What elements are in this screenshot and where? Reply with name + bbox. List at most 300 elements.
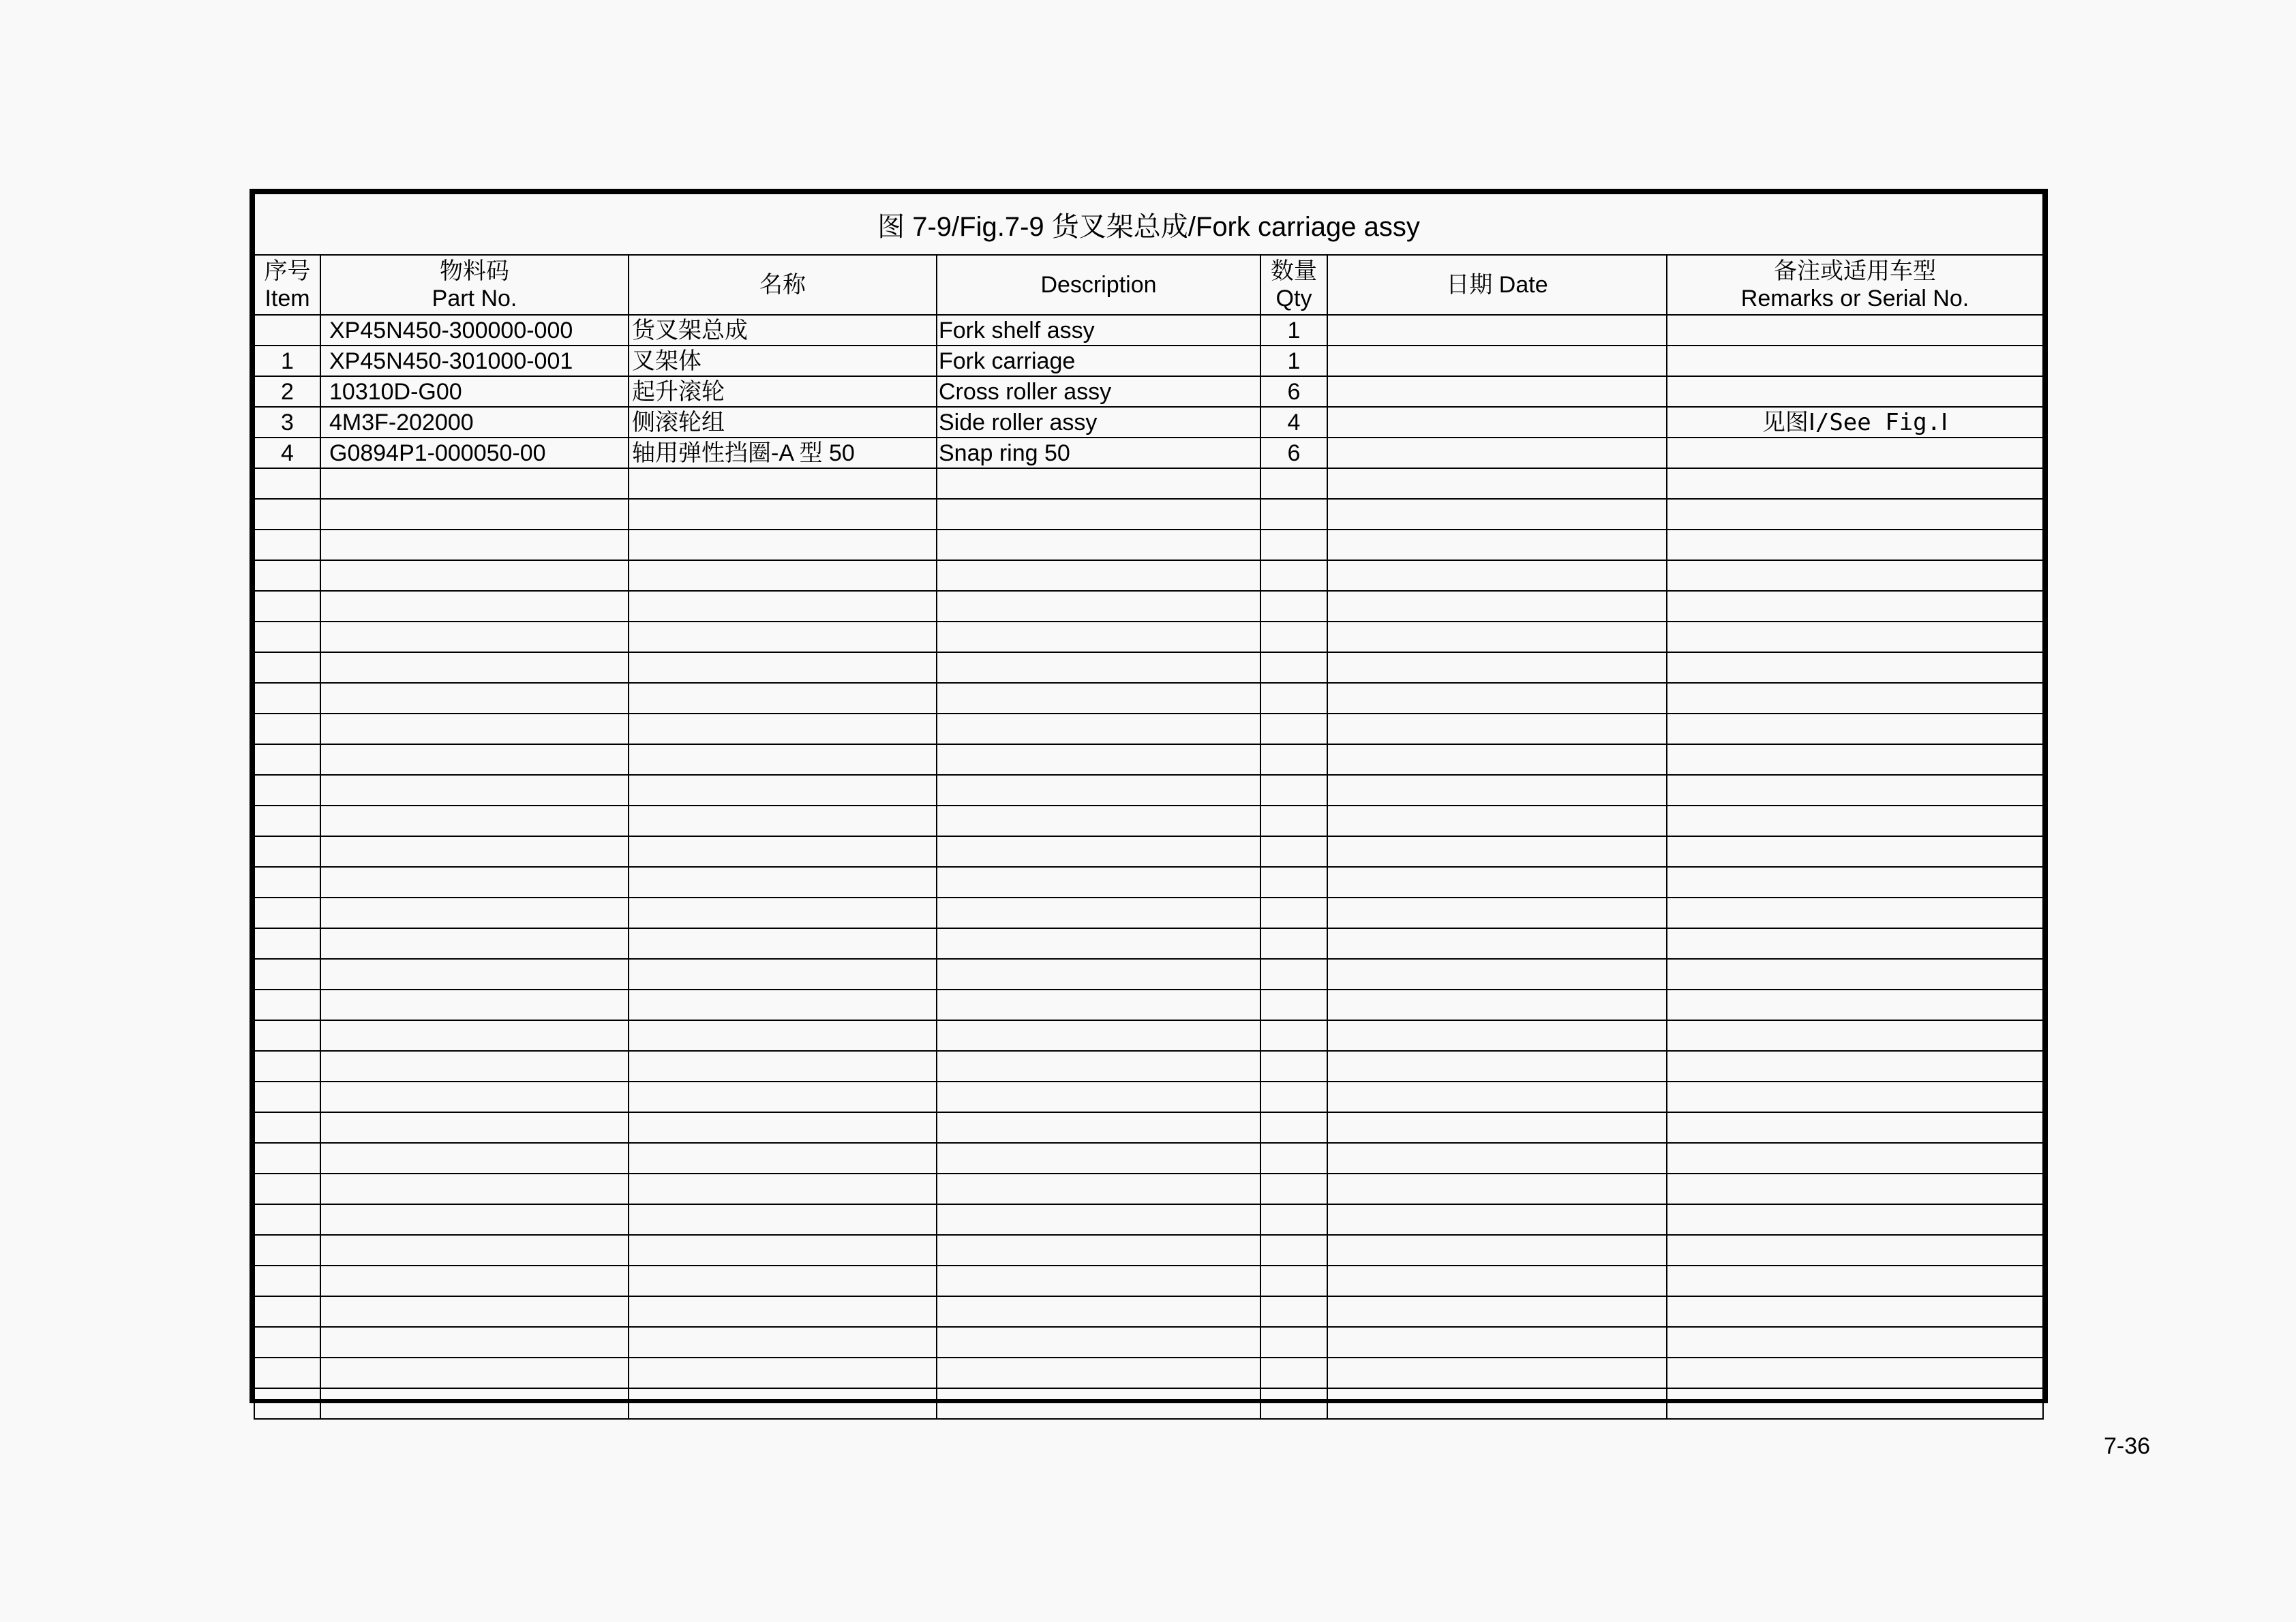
empty-qty-cell bbox=[1260, 1327, 1327, 1358]
remarks-cell bbox=[1667, 376, 2043, 407]
qty-cell: 1 bbox=[1260, 346, 1327, 376]
empty-item-cell bbox=[254, 622, 320, 652]
empty-part-no-cell bbox=[320, 683, 629, 714]
empty-item-cell bbox=[254, 1143, 320, 1174]
empty-name-cell bbox=[629, 560, 937, 591]
empty-remarks-cell bbox=[1667, 1358, 2043, 1388]
empty-date-cell bbox=[1327, 806, 1667, 836]
empty-date-cell bbox=[1327, 1143, 1667, 1174]
empty-qty-cell bbox=[1260, 1296, 1327, 1327]
empty-name-cell bbox=[629, 806, 937, 836]
empty-remarks-cell bbox=[1667, 1388, 2043, 1419]
empty-date-cell bbox=[1327, 867, 1667, 898]
empty-item-cell bbox=[254, 959, 320, 990]
name-cell: 起升滚轮 bbox=[629, 376, 937, 407]
empty-name-cell bbox=[629, 1358, 937, 1388]
empty-date-cell bbox=[1327, 928, 1667, 959]
empty-description-cell bbox=[937, 1204, 1260, 1235]
empty-part-no-cell bbox=[320, 898, 629, 928]
name-cell: 货叉架总成 bbox=[629, 315, 937, 346]
empty-date-cell bbox=[1327, 1082, 1667, 1112]
qty-cell: 4 bbox=[1260, 407, 1327, 438]
empty-item-cell bbox=[254, 1082, 320, 1112]
empty-description-cell bbox=[937, 622, 1260, 652]
empty-name-cell bbox=[629, 1235, 937, 1266]
empty-description-cell bbox=[937, 928, 1260, 959]
empty-table-row bbox=[254, 591, 2043, 622]
empty-qty-cell bbox=[1260, 1388, 1327, 1419]
empty-description-cell bbox=[937, 836, 1260, 867]
empty-item-cell bbox=[254, 775, 320, 806]
empty-table-row bbox=[254, 806, 2043, 836]
empty-part-no-cell bbox=[320, 1388, 629, 1419]
description-cell: Fork carriage bbox=[937, 346, 1260, 376]
empty-part-no-cell bbox=[320, 1204, 629, 1235]
empty-description-cell bbox=[937, 591, 1260, 622]
empty-item-cell bbox=[254, 530, 320, 560]
empty-item-cell bbox=[254, 1112, 320, 1143]
empty-description-cell bbox=[937, 1112, 1260, 1143]
empty-item-cell bbox=[254, 1388, 320, 1419]
empty-qty-cell bbox=[1260, 1204, 1327, 1235]
empty-name-cell bbox=[629, 1082, 937, 1112]
empty-description-cell bbox=[937, 1143, 1260, 1174]
empty-date-cell bbox=[1327, 622, 1667, 652]
empty-name-cell bbox=[629, 898, 937, 928]
empty-part-no-cell bbox=[320, 1051, 629, 1082]
remarks-cell: 见图Ⅰ/See Fig.Ⅰ bbox=[1667, 407, 2043, 438]
header-date-label: 日期 Date bbox=[1446, 272, 1548, 298]
empty-remarks-cell bbox=[1667, 652, 2043, 683]
empty-qty-cell bbox=[1260, 1235, 1327, 1266]
empty-qty-cell bbox=[1260, 990, 1327, 1020]
empty-item-cell bbox=[254, 468, 320, 499]
empty-remarks-cell bbox=[1667, 499, 2043, 530]
empty-date-cell bbox=[1327, 1327, 1667, 1358]
empty-part-no-cell bbox=[320, 591, 629, 622]
header-item bbox=[254, 255, 320, 315]
name-cell: 轴用弹性挡圈-A 型 50 bbox=[629, 438, 937, 468]
header-remarks-cn: 备注或适用车型 bbox=[1774, 258, 1936, 284]
empty-description-cell bbox=[937, 1174, 1260, 1204]
empty-name-cell bbox=[629, 530, 937, 560]
empty-table-row bbox=[254, 652, 2043, 683]
empty-qty-cell bbox=[1260, 622, 1327, 652]
empty-remarks-cell bbox=[1667, 714, 2043, 744]
empty-qty-cell bbox=[1260, 959, 1327, 990]
empty-remarks-cell bbox=[1667, 1051, 2043, 1082]
empty-description-cell bbox=[937, 990, 1260, 1020]
empty-remarks-cell bbox=[1667, 959, 2043, 990]
remarks-cell bbox=[1667, 315, 2043, 346]
empty-remarks-cell bbox=[1667, 744, 2043, 775]
empty-qty-cell bbox=[1260, 775, 1327, 806]
empty-description-cell bbox=[937, 499, 1260, 530]
empty-qty-cell bbox=[1260, 1266, 1327, 1296]
empty-date-cell bbox=[1327, 1020, 1667, 1051]
empty-date-cell bbox=[1327, 775, 1667, 806]
empty-part-no-cell bbox=[320, 1235, 629, 1266]
empty-qty-cell bbox=[1260, 1112, 1327, 1143]
empty-qty-cell bbox=[1260, 1174, 1327, 1204]
empty-date-cell bbox=[1327, 1358, 1667, 1388]
empty-part-no-cell bbox=[320, 806, 629, 836]
empty-name-cell bbox=[629, 1174, 937, 1204]
header-qty bbox=[1260, 255, 1327, 315]
empty-date-cell bbox=[1327, 1204, 1667, 1235]
figure-title: 图 7-9/Fig.7-9 货叉架总成/Fork carriage assy bbox=[254, 194, 2043, 255]
table-row bbox=[254, 438, 2043, 468]
empty-date-cell bbox=[1327, 959, 1667, 990]
part-no-cell: 10310D-G00 bbox=[320, 376, 629, 407]
item-cell: 1 bbox=[254, 346, 320, 376]
empty-name-cell bbox=[629, 836, 937, 867]
empty-part-no-cell bbox=[320, 468, 629, 499]
empty-table-row bbox=[254, 775, 2043, 806]
empty-remarks-cell bbox=[1667, 1143, 2043, 1174]
empty-part-no-cell bbox=[320, 1296, 629, 1327]
empty-name-cell bbox=[629, 683, 937, 714]
header-row bbox=[254, 255, 2043, 315]
description-cell: Fork shelf assy bbox=[937, 315, 1260, 346]
table-row bbox=[254, 376, 2043, 407]
header-part-en: Part No. bbox=[432, 286, 517, 311]
empty-table-row bbox=[254, 1082, 2043, 1112]
empty-description-cell bbox=[937, 714, 1260, 744]
empty-part-no-cell bbox=[320, 530, 629, 560]
empty-qty-cell bbox=[1260, 744, 1327, 775]
empty-remarks-cell bbox=[1667, 591, 2043, 622]
empty-table-row bbox=[254, 898, 2043, 928]
name-cell: 叉架体 bbox=[629, 346, 937, 376]
empty-remarks-cell bbox=[1667, 1174, 2043, 1204]
empty-date-cell bbox=[1327, 1174, 1667, 1204]
empty-description-cell bbox=[937, 1358, 1260, 1388]
empty-name-cell bbox=[629, 1112, 937, 1143]
empty-item-cell bbox=[254, 1174, 320, 1204]
empty-table-row bbox=[254, 622, 2043, 652]
empty-name-cell bbox=[629, 591, 937, 622]
empty-item-cell bbox=[254, 1204, 320, 1235]
figure-title-row bbox=[254, 194, 2043, 255]
header-qty-en: Qty bbox=[1275, 286, 1312, 311]
item-cell bbox=[254, 315, 320, 346]
empty-item-cell bbox=[254, 990, 320, 1020]
empty-description-cell bbox=[937, 806, 1260, 836]
empty-qty-cell bbox=[1260, 1020, 1327, 1051]
date-cell bbox=[1327, 315, 1667, 346]
empty-description-cell bbox=[937, 1235, 1260, 1266]
empty-table-row bbox=[254, 683, 2043, 714]
empty-name-cell bbox=[629, 1388, 937, 1419]
empty-item-cell bbox=[254, 836, 320, 867]
part-no-cell: XP45N450-300000-000 bbox=[320, 315, 629, 346]
empty-item-cell bbox=[254, 652, 320, 683]
empty-item-cell bbox=[254, 806, 320, 836]
empty-name-cell bbox=[629, 622, 937, 652]
empty-item-cell bbox=[254, 1327, 320, 1358]
empty-table-row bbox=[254, 1020, 2043, 1051]
item-cell: 3 bbox=[254, 407, 320, 438]
table-row bbox=[254, 315, 2043, 346]
empty-table-row bbox=[254, 1174, 2043, 1204]
empty-date-cell bbox=[1327, 1388, 1667, 1419]
empty-remarks-cell bbox=[1667, 683, 2043, 714]
empty-part-no-cell bbox=[320, 1020, 629, 1051]
empty-part-no-cell bbox=[320, 622, 629, 652]
empty-part-no-cell bbox=[320, 1082, 629, 1112]
qty-cell: 1 bbox=[1260, 315, 1327, 346]
empty-qty-cell bbox=[1260, 683, 1327, 714]
header-remarks bbox=[1667, 255, 2043, 315]
empty-table-row bbox=[254, 499, 2043, 530]
empty-name-cell bbox=[629, 1327, 937, 1358]
empty-remarks-cell bbox=[1667, 560, 2043, 591]
part-no-cell: 4M3F-202000 bbox=[320, 407, 629, 438]
empty-remarks-cell bbox=[1667, 622, 2043, 652]
empty-qty-cell bbox=[1260, 591, 1327, 622]
empty-item-cell bbox=[254, 560, 320, 591]
date-cell bbox=[1327, 376, 1667, 407]
empty-table-row bbox=[254, 714, 2043, 744]
empty-date-cell bbox=[1327, 1235, 1667, 1266]
qty-cell: 6 bbox=[1260, 438, 1327, 468]
empty-qty-cell bbox=[1260, 714, 1327, 744]
empty-qty-cell bbox=[1260, 1143, 1327, 1174]
date-cell bbox=[1327, 346, 1667, 376]
empty-table-row bbox=[254, 560, 2043, 591]
empty-qty-cell bbox=[1260, 836, 1327, 867]
parts-table bbox=[254, 193, 2044, 1420]
empty-date-cell bbox=[1327, 499, 1667, 530]
header-part-cn: 物料码 bbox=[440, 258, 509, 284]
empty-name-cell bbox=[629, 714, 937, 744]
empty-description-cell bbox=[937, 775, 1260, 806]
empty-part-no-cell bbox=[320, 1174, 629, 1204]
empty-description-cell bbox=[937, 683, 1260, 714]
empty-part-no-cell bbox=[320, 744, 629, 775]
empty-part-no-cell bbox=[320, 928, 629, 959]
empty-remarks-cell bbox=[1667, 806, 2043, 836]
empty-item-cell bbox=[254, 1235, 320, 1266]
empty-part-no-cell bbox=[320, 499, 629, 530]
empty-remarks-cell bbox=[1667, 1204, 2043, 1235]
empty-description-cell bbox=[937, 1296, 1260, 1327]
empty-table-row bbox=[254, 530, 2043, 560]
date-cell bbox=[1327, 407, 1667, 438]
description-cell: Snap ring 50 bbox=[937, 438, 1260, 468]
empty-remarks-cell bbox=[1667, 836, 2043, 867]
empty-date-cell bbox=[1327, 744, 1667, 775]
empty-part-no-cell bbox=[320, 836, 629, 867]
qty-cell: 6 bbox=[1260, 376, 1327, 407]
empty-date-cell bbox=[1327, 714, 1667, 744]
empty-table-row bbox=[254, 1358, 2043, 1388]
empty-table-row bbox=[254, 1112, 2043, 1143]
empty-name-cell bbox=[629, 652, 937, 683]
empty-description-cell bbox=[937, 1020, 1260, 1051]
empty-item-cell bbox=[254, 1020, 320, 1051]
empty-name-cell bbox=[629, 1143, 937, 1174]
empty-name-cell bbox=[629, 1051, 937, 1082]
empty-part-no-cell bbox=[320, 560, 629, 591]
empty-date-cell bbox=[1327, 1051, 1667, 1082]
empty-description-cell bbox=[937, 1051, 1260, 1082]
empty-date-cell bbox=[1327, 560, 1667, 591]
empty-qty-cell bbox=[1260, 806, 1327, 836]
header-remarks-en: Remarks or Serial No. bbox=[1740, 286, 1969, 311]
header-item-cn: 序号 bbox=[264, 258, 311, 284]
part-no-cell: G0894P1-000050-00 bbox=[320, 438, 629, 468]
empty-table-row bbox=[254, 836, 2043, 867]
empty-qty-cell bbox=[1260, 499, 1327, 530]
empty-name-cell bbox=[629, 928, 937, 959]
empty-date-cell bbox=[1327, 468, 1667, 499]
empty-description-cell bbox=[937, 898, 1260, 928]
empty-table-row bbox=[254, 1204, 2043, 1235]
empty-table-row bbox=[254, 468, 2043, 499]
empty-part-no-cell bbox=[320, 959, 629, 990]
empty-remarks-cell bbox=[1667, 1020, 2043, 1051]
empty-remarks-cell bbox=[1667, 530, 2043, 560]
empty-qty-cell bbox=[1260, 652, 1327, 683]
header-description bbox=[937, 255, 1260, 315]
empty-name-cell bbox=[629, 744, 937, 775]
description-cell: Cross roller assy bbox=[937, 376, 1260, 407]
empty-item-cell bbox=[254, 683, 320, 714]
item-cell: 4 bbox=[254, 438, 320, 468]
part-no-cell: XP45N450-301000-001 bbox=[320, 346, 629, 376]
empty-remarks-cell bbox=[1667, 1082, 2043, 1112]
header-name bbox=[629, 255, 937, 315]
empty-part-no-cell bbox=[320, 990, 629, 1020]
empty-remarks-cell bbox=[1667, 867, 2043, 898]
empty-part-no-cell bbox=[320, 867, 629, 898]
empty-name-cell bbox=[629, 1296, 937, 1327]
empty-part-no-cell bbox=[320, 1327, 629, 1358]
empty-table-row bbox=[254, 867, 2043, 898]
header-date bbox=[1327, 255, 1667, 315]
empty-item-cell bbox=[254, 499, 320, 530]
empty-date-cell bbox=[1327, 1296, 1667, 1327]
empty-table-row bbox=[254, 990, 2043, 1020]
empty-item-cell bbox=[254, 1051, 320, 1082]
empty-date-cell bbox=[1327, 1112, 1667, 1143]
empty-qty-cell bbox=[1260, 1358, 1327, 1388]
empty-date-cell bbox=[1327, 836, 1667, 867]
empty-date-cell bbox=[1327, 990, 1667, 1020]
empty-description-cell bbox=[937, 530, 1260, 560]
empty-description-cell bbox=[937, 959, 1260, 990]
header-item-en: Item bbox=[265, 286, 310, 311]
empty-part-no-cell bbox=[320, 1112, 629, 1143]
empty-description-cell bbox=[937, 1082, 1260, 1112]
empty-description-cell bbox=[937, 867, 1260, 898]
empty-item-cell bbox=[254, 1358, 320, 1388]
empty-name-cell bbox=[629, 1204, 937, 1235]
empty-remarks-cell bbox=[1667, 928, 2043, 959]
empty-part-no-cell bbox=[320, 1266, 629, 1296]
empty-name-cell bbox=[629, 990, 937, 1020]
empty-date-cell bbox=[1327, 591, 1667, 622]
empty-item-cell bbox=[254, 928, 320, 959]
empty-part-no-cell bbox=[320, 1358, 629, 1388]
empty-part-no-cell bbox=[320, 1143, 629, 1174]
empty-description-cell bbox=[937, 1327, 1260, 1358]
empty-date-cell bbox=[1327, 652, 1667, 683]
empty-remarks-cell bbox=[1667, 898, 2043, 928]
empty-item-cell bbox=[254, 1296, 320, 1327]
header-part-no bbox=[320, 255, 629, 315]
header-qty-cn: 数量 bbox=[1271, 258, 1317, 284]
empty-date-cell bbox=[1327, 683, 1667, 714]
empty-qty-cell bbox=[1260, 560, 1327, 591]
empty-description-cell bbox=[937, 560, 1260, 591]
empty-table-row bbox=[254, 959, 2043, 990]
empty-item-cell bbox=[254, 1266, 320, 1296]
remarks-cell bbox=[1667, 438, 2043, 468]
empty-remarks-cell bbox=[1667, 1327, 2043, 1358]
empty-description-cell bbox=[937, 744, 1260, 775]
empty-qty-cell bbox=[1260, 1051, 1327, 1082]
empty-remarks-cell bbox=[1667, 1112, 2043, 1143]
empty-remarks-cell bbox=[1667, 1266, 2043, 1296]
empty-item-cell bbox=[254, 898, 320, 928]
empty-name-cell bbox=[629, 775, 937, 806]
header-name-cn: 名称 bbox=[759, 272, 806, 298]
empty-date-cell bbox=[1327, 1266, 1667, 1296]
empty-table-row bbox=[254, 1051, 2043, 1082]
empty-name-cell bbox=[629, 1266, 937, 1296]
empty-part-no-cell bbox=[320, 652, 629, 683]
empty-table-row bbox=[254, 928, 2043, 959]
empty-table-row bbox=[254, 1235, 2043, 1266]
empty-description-cell bbox=[937, 652, 1260, 683]
empty-name-cell bbox=[629, 499, 937, 530]
empty-qty-cell bbox=[1260, 1082, 1327, 1112]
empty-table-row bbox=[254, 1327, 2043, 1358]
header-description-en: Description bbox=[1040, 272, 1157, 298]
empty-remarks-cell bbox=[1667, 1296, 2043, 1327]
empty-item-cell bbox=[254, 744, 320, 775]
empty-item-cell bbox=[254, 867, 320, 898]
empty-remarks-cell bbox=[1667, 990, 2043, 1020]
empty-name-cell bbox=[629, 959, 937, 990]
empty-part-no-cell bbox=[320, 714, 629, 744]
name-cell: 侧滚轮组 bbox=[629, 407, 937, 438]
empty-date-cell bbox=[1327, 898, 1667, 928]
empty-qty-cell bbox=[1260, 867, 1327, 898]
remarks-cell bbox=[1667, 346, 2043, 376]
empty-table-row bbox=[254, 1388, 2043, 1419]
table-row bbox=[254, 407, 2043, 438]
empty-description-cell bbox=[937, 468, 1260, 499]
empty-description-cell bbox=[937, 1388, 1260, 1419]
empty-qty-cell bbox=[1260, 468, 1327, 499]
empty-item-cell bbox=[254, 591, 320, 622]
empty-table-row bbox=[254, 1143, 2043, 1174]
empty-remarks-cell bbox=[1667, 1235, 2043, 1266]
empty-remarks-cell bbox=[1667, 775, 2043, 806]
parts-list-sheet bbox=[250, 189, 2048, 1403]
table-row bbox=[254, 346, 2043, 376]
description-cell: Side roller assy bbox=[937, 407, 1260, 438]
empty-table-row bbox=[254, 744, 2043, 775]
empty-name-cell bbox=[629, 867, 937, 898]
empty-name-cell bbox=[629, 468, 937, 499]
empty-table-row bbox=[254, 1266, 2043, 1296]
empty-name-cell bbox=[629, 1020, 937, 1051]
